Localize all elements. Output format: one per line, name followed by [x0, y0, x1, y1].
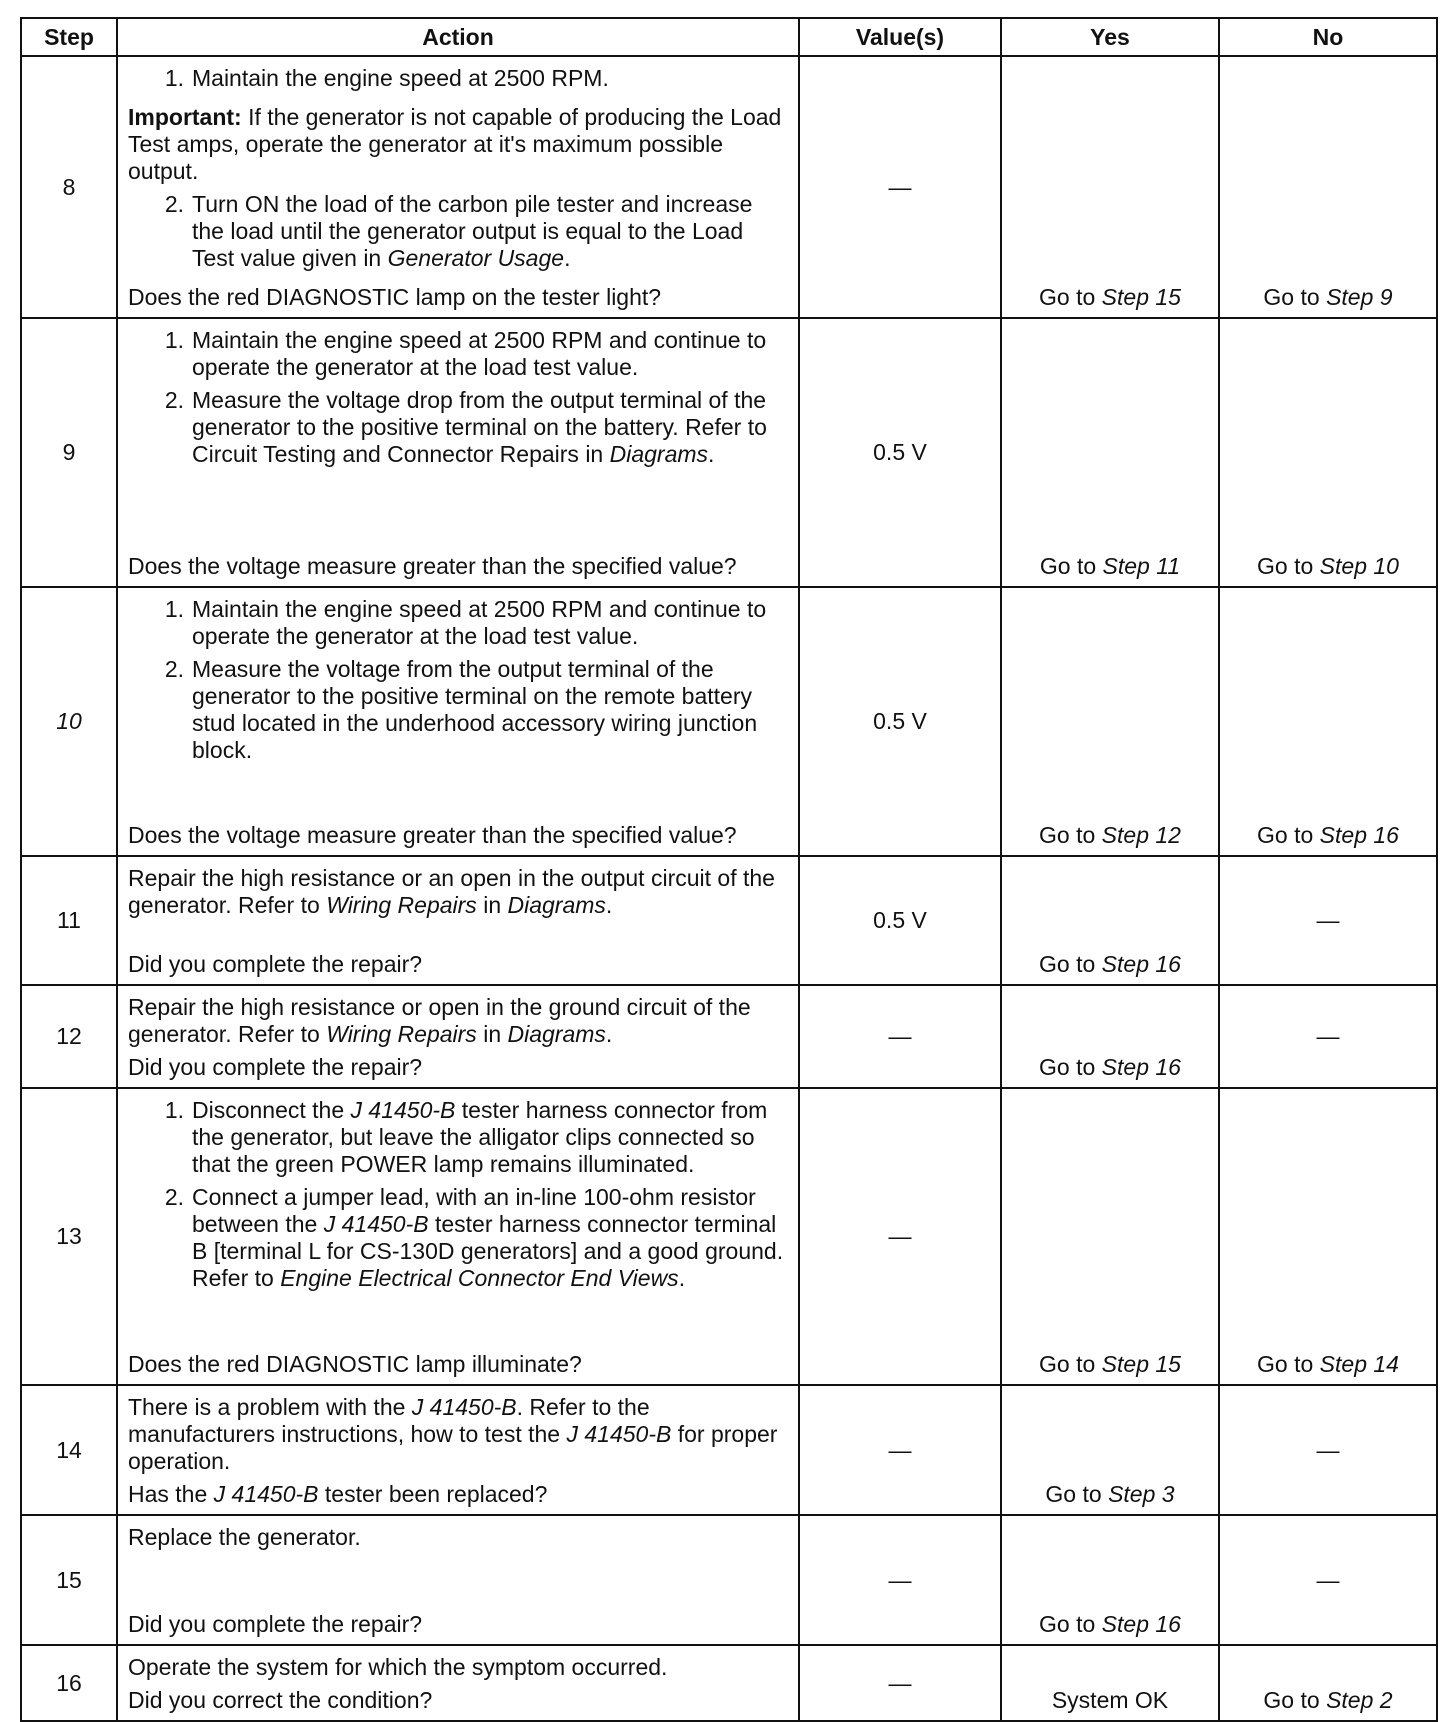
- value-cell: —: [799, 985, 1001, 1088]
- no-cell: [1219, 56, 1437, 318]
- item-text: Turn ON the load of the carbon pile tester and increase the load until the generator output is equal to the Load Test value given in: [192, 191, 753, 271]
- important-note: [128, 104, 788, 185]
- goto-label: Go to: [1039, 822, 1102, 848]
- step-reference: Step 16: [1101, 1611, 1181, 1637]
- tool-reference: J 41450-B: [566, 1421, 672, 1447]
- goto-label: Go to: [1257, 822, 1320, 848]
- header-yes: Yes: [1001, 18, 1219, 56]
- value-cell: 0.5 V: [799, 587, 1001, 856]
- table-row: [21, 1515, 1437, 1645]
- yes-cell: System OK: [1001, 1645, 1219, 1721]
- step-reference: Step 16: [1101, 1054, 1181, 1080]
- step-reference: Step 9: [1326, 284, 1393, 310]
- action-cell: [117, 985, 799, 1088]
- no-cell: —: [1219, 985, 1437, 1088]
- text-run: in: [476, 1021, 508, 1047]
- item-number: 1.: [164, 1097, 184, 1123]
- value-cell: —: [799, 1385, 1001, 1515]
- tool-reference: J 41450-B: [350, 1097, 456, 1123]
- question-text: [128, 1481, 788, 1508]
- goto-label: Go to: [1257, 553, 1320, 579]
- header-step: Step: [21, 18, 117, 56]
- list-item: [128, 1097, 788, 1178]
- question-text: Did you complete the repair?: [128, 1611, 423, 1637]
- no-cell: [1219, 318, 1437, 587]
- action-text: [128, 865, 788, 919]
- no-cell: [1219, 587, 1437, 856]
- goto-label: Go to: [1039, 553, 1103, 579]
- no-cell: [1219, 1088, 1437, 1385]
- item-text: .: [708, 441, 715, 467]
- text-run: Repair the high resistance or open in the ground circuit of the generator. Refer to: [128, 994, 751, 1047]
- action-text: Replace the generator.: [128, 1524, 361, 1550]
- value-cell: —: [799, 56, 1001, 318]
- list-item: [128, 191, 788, 272]
- tool-reference: J 41450-B: [323, 1211, 429, 1237]
- step-reference: Step 11: [1102, 553, 1181, 579]
- question-text: Does the voltage measure greater than the specified value?: [128, 822, 737, 848]
- no-cell: —: [1219, 1515, 1437, 1645]
- yes-cell: [1001, 1515, 1219, 1645]
- goto-label: Go to: [1039, 1611, 1102, 1637]
- question-text: Does the red DIAGNOSTIC lamp on the tester light?: [128, 284, 662, 310]
- value-cell: 0.5 V: [799, 856, 1001, 985]
- list-item: [128, 656, 788, 764]
- item-number: 1.: [164, 327, 184, 353]
- action-cell: [117, 1645, 799, 1721]
- step-number: 16: [21, 1645, 117, 1721]
- action-text: [128, 1394, 788, 1475]
- reference-link: Diagrams: [609, 441, 709, 467]
- text-run: in: [476, 892, 508, 918]
- important-label: Important:: [128, 104, 242, 130]
- table-row: [21, 1385, 1437, 1515]
- reference-link: Wiring Repairs: [326, 892, 477, 918]
- table-row: [21, 56, 1437, 318]
- item-text: .: [564, 245, 571, 271]
- step-number: 10: [21, 587, 117, 856]
- yes-cell: [1001, 56, 1219, 318]
- step-number: 9: [21, 318, 117, 587]
- reference-link: Wiring Repairs: [326, 1021, 477, 1047]
- text-run: .: [678, 1265, 686, 1291]
- question-text: Does the voltage measure greater than the specified value?: [128, 553, 737, 579]
- reference-link: Generator Usage: [387, 245, 565, 271]
- goto-label: Go to: [1263, 1687, 1327, 1713]
- text-run: Disconnect the: [192, 1097, 351, 1123]
- table-row: [21, 318, 1437, 587]
- table-row: [21, 856, 1437, 985]
- step-reference: Step 15: [1101, 284, 1181, 310]
- header-values: Value(s): [799, 18, 1001, 56]
- item-text: Maintain the engine speed at 2500 RPM and continue to operate the generator at the load test value.: [192, 327, 767, 380]
- item-number: 2.: [164, 1184, 184, 1210]
- list-item: [128, 387, 788, 468]
- goto-label: Go to: [1039, 1351, 1102, 1377]
- goto-label: Go to: [1039, 951, 1102, 977]
- text-run: Connect a jumper lead, with an in-line 100-ohm resistor between the: [192, 1184, 756, 1237]
- step-reference: Step 16: [1319, 822, 1399, 848]
- action-cell: [117, 1515, 799, 1645]
- item-text: Measure the voltage from the output terminal of the generator to the positive terminal on the remote battery stud located in the underhood accessory wiring junction block.: [192, 656, 758, 763]
- step-number: 15: [21, 1515, 117, 1645]
- header-row: [21, 18, 1437, 56]
- step-reference: Step 10: [1319, 553, 1399, 579]
- yes-cell: [1001, 587, 1219, 856]
- action-cell: [117, 1385, 799, 1515]
- yes-cell: [1001, 856, 1219, 985]
- action-cell: [117, 1088, 799, 1385]
- yes-cell: [1001, 985, 1219, 1088]
- goto-label: Go to: [1263, 284, 1327, 310]
- yes-cell: [1001, 318, 1219, 587]
- text-run: There is a problem with the: [128, 1394, 412, 1420]
- step-number: 8: [21, 56, 117, 318]
- no-cell: [1219, 1645, 1437, 1721]
- text-run: tester been replaced?: [318, 1481, 548, 1507]
- action-text: [128, 994, 788, 1048]
- question-text: Did you complete the repair?: [128, 951, 423, 977]
- step-reference: Step 2: [1326, 1687, 1393, 1713]
- item-number: 2.: [164, 656, 184, 682]
- item-number: 2.: [164, 191, 184, 217]
- text-run: .: [605, 892, 613, 918]
- step-reference: Step 16: [1101, 951, 1181, 977]
- important-text: If the generator is not capable of producing the Load Test amps, operate the generator at it's maximum possible output.: [128, 104, 782, 184]
- yes-cell: [1001, 1385, 1219, 1515]
- item-number: 1.: [164, 596, 184, 622]
- step-number: 14: [21, 1385, 117, 1515]
- text-run: . Refer to the manufacturers instructions, how to test the: [128, 1394, 650, 1447]
- value-cell: 0.5 V: [799, 318, 1001, 587]
- table-row: [21, 1088, 1437, 1385]
- tool-reference: J 41450-B: [213, 1481, 319, 1507]
- action-cell: [117, 318, 799, 587]
- goto-label: Go to: [1045, 1481, 1109, 1507]
- header-no: No: [1219, 18, 1437, 56]
- header-action: Action: [117, 18, 799, 56]
- item-number: 1.: [164, 65, 184, 91]
- text-run: Repair the high resistance or an open in the output circuit of the generator. Refer to: [128, 865, 775, 918]
- question-text: Did you correct the condition?: [128, 1687, 433, 1713]
- value-cell: —: [799, 1088, 1001, 1385]
- text-run: for proper operation.: [128, 1421, 778, 1474]
- step-reference: Step 3: [1108, 1481, 1175, 1507]
- item-number: 2.: [164, 387, 184, 413]
- goto-label: Go to: [1039, 284, 1102, 310]
- value-cell: —: [799, 1515, 1001, 1645]
- list-item: [128, 327, 788, 381]
- list-item: [128, 596, 788, 650]
- diagnostic-table: [20, 17, 1438, 1722]
- step-number: 12: [21, 985, 117, 1088]
- text-run: tester harness connector from the generator, but leave the alligator clips connected so that the green POWER lamp remains illuminated.: [192, 1097, 768, 1177]
- question-text: Does the red DIAGNOSTIC lamp illuminate?: [128, 1351, 582, 1377]
- value-cell: —: [799, 1645, 1001, 1721]
- goto-label: Go to: [1039, 1054, 1102, 1080]
- step-number: 13: [21, 1088, 117, 1385]
- table-row: [21, 985, 1437, 1088]
- tool-reference: J 41450-B: [411, 1394, 517, 1420]
- text-run: Has the: [128, 1481, 214, 1507]
- yes-cell: [1001, 1088, 1219, 1385]
- step-number: 11: [21, 856, 117, 985]
- list-item: [128, 1184, 788, 1292]
- item-text: Maintain the engine speed at 2500 RPM.: [192, 65, 609, 91]
- list-item: [128, 65, 788, 92]
- action-cell: [117, 856, 799, 985]
- text-run: .: [605, 1021, 613, 1047]
- reference-link: Diagrams: [507, 1021, 606, 1047]
- text-run: tester harness connector terminal B [terminal L for CS-130D generators] and a good ground. Refer to: [192, 1211, 784, 1291]
- action-text: Operate the system for which the symptom occurred.: [128, 1654, 668, 1680]
- question-text: Did you complete the repair?: [128, 1054, 423, 1080]
- reference-link: Engine Electrical Connector End Views: [280, 1265, 679, 1291]
- step-reference: Step 15: [1101, 1351, 1181, 1377]
- item-text: Measure the voltage drop from the output terminal of the generator to the positive terminal on the battery. Refer to Circuit Testing and Connector Repairs in: [192, 387, 767, 467]
- no-cell: —: [1219, 856, 1437, 985]
- no-cell: —: [1219, 1385, 1437, 1515]
- reference-link: Diagrams: [507, 892, 606, 918]
- table-row: [21, 587, 1437, 856]
- action-cell: [117, 587, 799, 856]
- table-row: [21, 1645, 1437, 1721]
- step-reference: Step 14: [1319, 1351, 1399, 1377]
- action-cell: [117, 56, 799, 318]
- item-text: Maintain the engine speed at 2500 RPM and continue to operate the generator at the load test value.: [192, 596, 767, 649]
- goto-label: Go to: [1257, 1351, 1320, 1377]
- step-reference: Step 12: [1101, 822, 1181, 848]
